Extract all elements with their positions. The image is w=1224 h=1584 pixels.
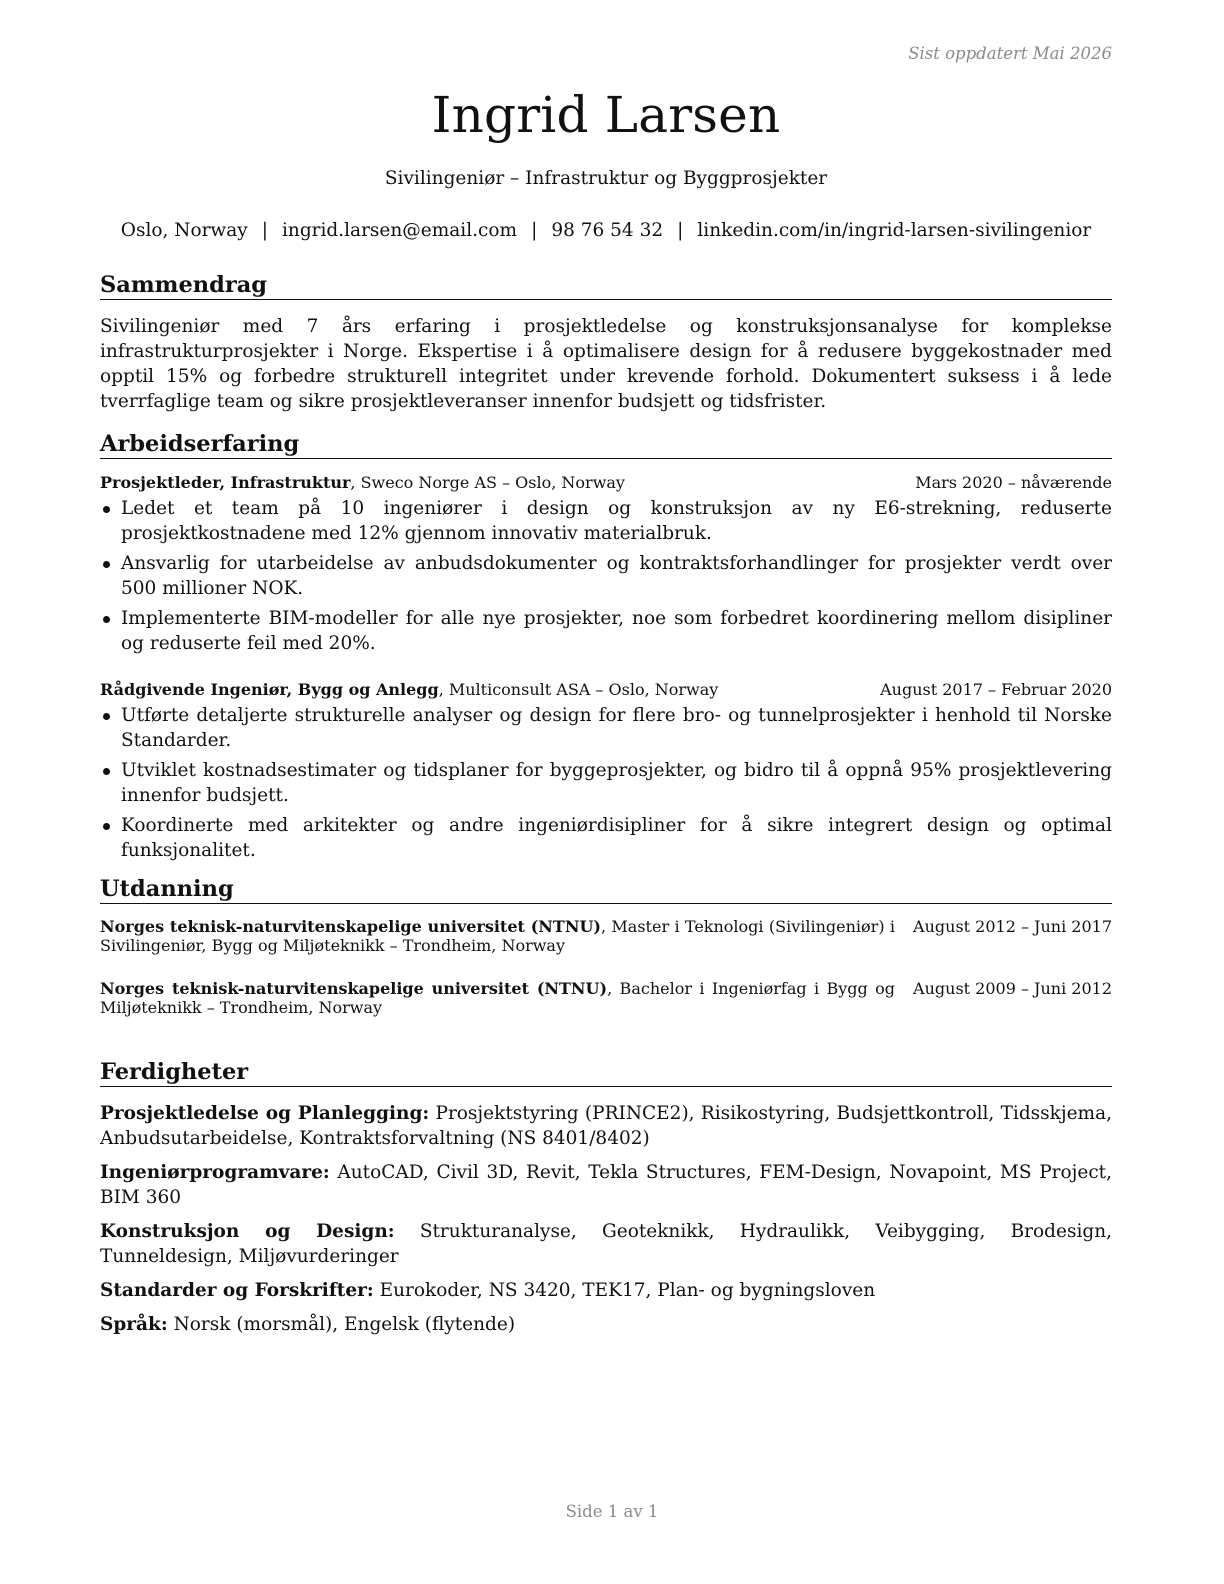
- contact-separator: |: [677, 220, 684, 241]
- skill-label: Konstruksjon og Design:: [100, 1221, 395, 1242]
- edu-dates: August 2009 – Juni 2012: [913, 979, 1112, 998]
- section-heading: Ferdigheter: [100, 1059, 1112, 1087]
- job-role: Rådgivende Ingeniør, Bygg og Anlegg: [100, 680, 439, 699]
- edu-school: Norges teknisk-naturvitenskapelige universitet (NTNU): [100, 917, 601, 936]
- contact-separator: |: [261, 220, 268, 241]
- edu-dates: August 2012 – Juni 2017: [913, 917, 1112, 936]
- contact-location: Oslo, Norway: [120, 220, 248, 241]
- list-item: Implementerte BIM-modeller for alle nye prosjekter, noe som forbedret koordinering mellom disipliner og reduserte feil med 20%.: [100, 606, 1112, 656]
- skill-label: Språk:: [100, 1314, 168, 1335]
- skill-label: Prosjektledelse og Planlegging:: [100, 1103, 430, 1124]
- education-section: [100, 876, 1112, 1017]
- skill-row: [100, 1101, 1112, 1151]
- list-item: Ledet et team på 10 ingeniører i design og konstruksjon av ny E6-strekning, reduserte prosjektkostnadene med 12% gjennom innovativ materialbruk.: [100, 496, 1112, 546]
- contact-separator: |: [531, 220, 538, 241]
- edu-detail: , Master i Teknologi (Sivilingeniør) i Sivilingeniør, Bygg og Miljøteknikk – Trondheim, Norway: [100, 917, 896, 955]
- list-item: Utførte detaljerte strukturelle analyser og design for flere bro- og tunnelprosjekter i henhold til Norske Standarder.: [100, 703, 1112, 753]
- skill-value: AutoCAD, Civil 3D, Revit, Tekla Structures, FEM-Design, Novapoint, MS Project, BIM 360: [100, 1162, 1112, 1208]
- candidate-name: Ingrid Larsen: [431, 86, 781, 144]
- job-role: Prosjektleder, Infrastruktur: [100, 473, 351, 492]
- skill-row: [100, 1312, 1112, 1337]
- skill-value: Eurokoder, NS 3420, TEK17, Plan- og bygningsloven: [373, 1280, 876, 1301]
- section-heading: Arbeidserfaring: [100, 431, 1112, 459]
- section-heading: Sammendrag: [100, 272, 1112, 300]
- edu-school: Norges teknisk-naturvitenskapelige universitet (NTNU): [100, 979, 608, 998]
- edu-detail: , Bachelor i Ingeniørfag i Bygg og Miljøteknikk – Trondheim, Norway: [100, 979, 896, 1017]
- skill-value: Norsk (morsmål), Engelsk (flytende): [167, 1314, 516, 1335]
- skill-row: [100, 1278, 1112, 1303]
- contact-linkedin[interactable]: linkedin.com/in/ingrid-larsen-sivilingenior: [697, 220, 1092, 241]
- list-item: Ansvarlig for utarbeidelse av anbudsdokumenter og kontraktsforhandlinger for prosjekter verdt over 500 millioner NOK.: [100, 551, 1112, 601]
- job-bullets: [100, 496, 1112, 656]
- skills-section: [100, 1059, 1112, 1346]
- education-item: [100, 979, 1112, 1017]
- skill-label: Standarder og Forskrifter:: [100, 1280, 374, 1301]
- job-org: , Multiconsult ASA – Oslo, Norway: [438, 680, 719, 699]
- skill-value: Prosjektstyring (PRINCE2), Risikostyring, Budsjettkontroll, Tidsskjema, Anbudsutarbeidelse, Kontraktsforvaltning (NS 8401/8402): [100, 1103, 1113, 1149]
- candidate-title: Sivilingeniør – Infrastruktur og Byggprosjekter: [384, 168, 828, 189]
- skill-label: Ingeniørprogramvare:: [100, 1162, 330, 1183]
- job-header: [100, 680, 1112, 699]
- job-dates: Mars 2020 – nåværende: [915, 473, 1112, 492]
- last-updated: Sist oppdatert Mai 2026: [908, 44, 1112, 63]
- skill-value: Strukturanalyse, Geoteknikk, Hydraulikk, Veibygging, Brodesign, Tunneldesign, Miljøvurderinger: [100, 1221, 1112, 1267]
- job-org: , Sweco Norge AS – Oslo, Norway: [350, 473, 625, 492]
- list-item: Utviklet kostnadsestimater og tidsplaner for byggeprosjekter, og bidro til å oppnå 95% prosjektlevering innenfor budsjett.: [100, 758, 1112, 808]
- job-dates: August 2017 – Februar 2020: [880, 680, 1112, 699]
- skill-row: [100, 1160, 1112, 1210]
- experience-section: [100, 431, 1112, 868]
- summary-section: [100, 272, 1112, 414]
- contact-phone[interactable]: 98 76 54 32: [551, 220, 664, 241]
- job-header: [100, 473, 1112, 492]
- summary-text: Sivilingeniør med 7 års erfaring i prosjektledelse og konstruksjonsanalyse for komplekse infrastrukturprosjekter i Norge. Ekspertise i å optimalisere design for å redusere byggekostnader med opptil 15% og forbedre strukturell integritet under krevende forhold. Dokumentert suksess i å lede tverrfaglige team og sikre prosjektleveranser innenfor budsjett og tidsfrister.: [100, 316, 1112, 412]
- contact-line: [100, 220, 1112, 241]
- page-number: Side 1 av 1: [565, 1502, 659, 1521]
- list-item: Koordinerte med arkitekter og andre ingeniørdisipliner for å sikre integrert design og optimal funksjonalitet.: [100, 813, 1112, 863]
- education-item: [100, 917, 1112, 955]
- contact-email[interactable]: ingrid.larsen@email.com: [281, 220, 518, 241]
- section-heading: Utdanning: [100, 876, 1112, 904]
- job-bullets: [100, 703, 1112, 863]
- skill-row: [100, 1219, 1112, 1269]
